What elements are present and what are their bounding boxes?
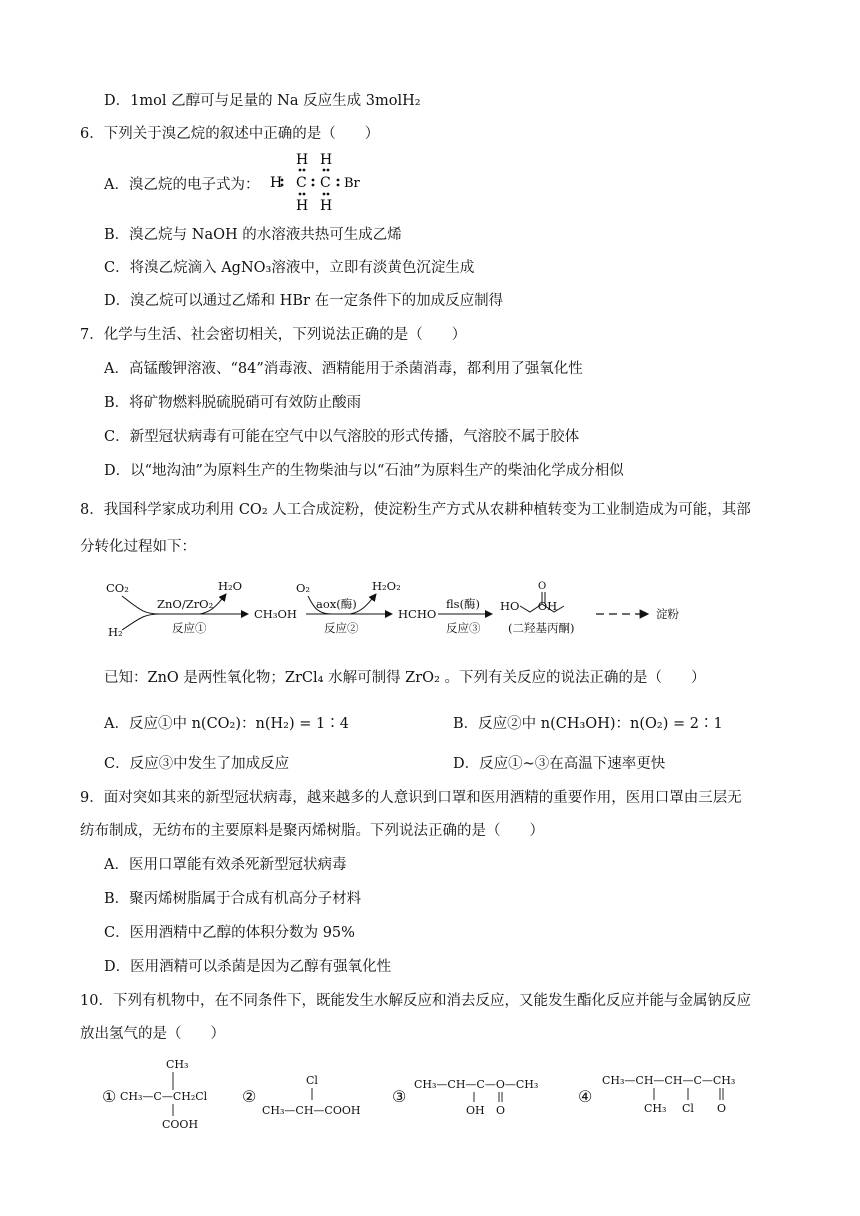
structure-4-cl: Cl	[682, 1102, 694, 1115]
q9-stem-line1: 9．面对突如其来的新型冠状病毒，越来越多的人意识到口罩和医用酒精的重要作用，医用口罩由三层无	[80, 790, 742, 806]
product-carbonyl-o: O	[538, 581, 547, 592]
reaction-scheme	[100, 572, 700, 642]
organic-structures	[100, 1054, 790, 1134]
q6-option-c: C．将溴乙烷滴入 AgNO₃溶液中，立即有淡黄色沉淀生成	[104, 260, 475, 276]
structure-2-top: Cl	[306, 1074, 318, 1087]
product-structure: HO OH	[500, 599, 558, 613]
q6-option-d: D．溴乙烷可以通过乙烯和 HBr 在一定条件下的加成反应制得	[104, 293, 504, 309]
catalyst-3: fls(酶)	[446, 597, 481, 611]
structure-2-number: ②	[242, 1087, 257, 1106]
q8-option-b: B．反应②中 n(CH₃OH)：n(O₂) = 2∶1	[453, 716, 723, 732]
q8-stem-line2: 分转化过程如下：	[80, 539, 196, 555]
q6-option-a-label: A．溴乙烷的电子式为：	[104, 177, 260, 193]
reaction-2-label: 反应②	[324, 621, 359, 635]
q9-stem-line2: 纺布制成，无纺布的主要原料是聚丙烯树脂。下列说法正确的是（ ）	[80, 823, 544, 839]
h2-label: H₂	[108, 625, 123, 639]
structure-4-main: CH₃—CH—CH—C—CH₃	[602, 1074, 736, 1087]
h2o-label: H₂O	[218, 579, 243, 593]
q8-option-c: C．反应③中发生了加成反应	[104, 756, 290, 772]
h-top-1: H	[296, 152, 309, 168]
structure-3-number: ③	[392, 1087, 407, 1106]
h-bottom-2: H	[320, 198, 333, 214]
o2-label: O₂	[296, 581, 311, 595]
q9-option-d: D．医用酒精可以杀菌是因为乙醇有强氧化性	[104, 959, 392, 975]
structure-2-main: CH₃—CH—COOH	[262, 1104, 361, 1117]
q8-option-d: D．反应①~③在高温下速率更快	[453, 756, 666, 772]
q7-option-a: A．高锰酸钾溶液、“84”消毒液、酒精能用于杀菌消毒，都利用了强氧化性	[104, 361, 583, 377]
q8-option-a: A．反应①中 n(CO₂)：n(H₂) = 1∶4	[104, 716, 349, 732]
q6-stem: 6．下列关于溴乙烷的叙述中正确的是（ ）	[80, 126, 380, 142]
q7-stem: 7．化学与生活、社会密切相关，下列说法正确的是（ ）	[80, 327, 467, 343]
h-left: H	[270, 175, 283, 191]
q6-option-b: B．溴乙烷与 NaOH 的水溶液共热可生成乙烯	[104, 227, 402, 243]
q9-option-c: C．医用酒精中乙醇的体积分数为 95%	[104, 925, 355, 941]
q5-option-d: D．1mol 乙醇可与足量的 Na 反应生成 3molH₂	[104, 93, 421, 109]
structure-3-main: CH₃—CH—C—O—CH₃	[414, 1078, 539, 1091]
q9-option-a: A．医用口罩能有效杀死新型冠状病毒	[104, 857, 347, 873]
product-name: (二羟基丙酮)	[508, 621, 575, 635]
hcho-label: HCHO	[398, 607, 437, 621]
bromoethane-electron-formula	[268, 150, 378, 216]
structure-1-number: ①	[102, 1087, 117, 1106]
q8-known-info: 已知：ZnO 是两性氧化物；ZrCl₄ 水解可制得 ZrO₂ 。下列有关反应的说法正确的是（ ）	[104, 670, 706, 686]
structure-1-main: CH₃—C—CH₂Cl	[120, 1090, 208, 1103]
structure-1-top: CH₃	[166, 1058, 189, 1071]
structure-1-bottom: COOH	[162, 1118, 199, 1131]
catalyst-1: ZnO/ZrO₂	[157, 597, 214, 611]
reaction-1-label: 反应①	[172, 621, 207, 635]
q7-option-b: B．将矿物燃料脱硫脱硝可有效防止酸雨	[104, 395, 362, 411]
structure-3-oh: OH	[466, 1104, 485, 1117]
h-top-2: H	[320, 152, 333, 168]
h2o2-label: H₂O₂	[372, 579, 401, 593]
q10-stem-line2: 放出氢气的是（ ）	[80, 1026, 225, 1042]
q10-stem-line1: 10．下列有机物中，在不同条件下，既能发生水解反应和消去反应，又能发生酯化反应并能与金属钠反应	[80, 993, 751, 1009]
c-2: C	[320, 175, 331, 191]
h-bottom-1: H	[296, 198, 309, 214]
structure-4-o: O	[717, 1102, 727, 1115]
q8-stem-line1: 8．我国科学家成功利用 CO₂ 人工合成淀粉，使淀粉生产方式从农耕种植转变为工业制造成为可能，其部	[80, 502, 751, 518]
q7-option-d: D．以“地沟油”为原料生产的生物柴油与以“石油”为原料生产的柴油化学成分相似	[104, 463, 624, 479]
structure-4-ch3: CH₃	[644, 1102, 667, 1115]
reaction-3-label: 反应③	[446, 621, 481, 635]
c-1: C	[296, 175, 307, 191]
co2-label: CO₂	[106, 581, 129, 595]
br: Br	[344, 176, 360, 191]
catalyst-2: aox(酶)	[316, 597, 357, 611]
structure-3-o: O	[496, 1104, 506, 1117]
structure-4-number: ④	[578, 1087, 593, 1106]
q7-option-c: C．新型冠状病毒有可能在空气中以气溶胶的形式传播，气溶胶不属于胶体	[104, 429, 580, 445]
q9-option-b: B．聚丙烯树脂属于合成有机高分子材料	[104, 891, 362, 907]
starch-label: 淀粉	[656, 607, 679, 621]
ch3oh-label: CH₃OH	[254, 607, 297, 621]
